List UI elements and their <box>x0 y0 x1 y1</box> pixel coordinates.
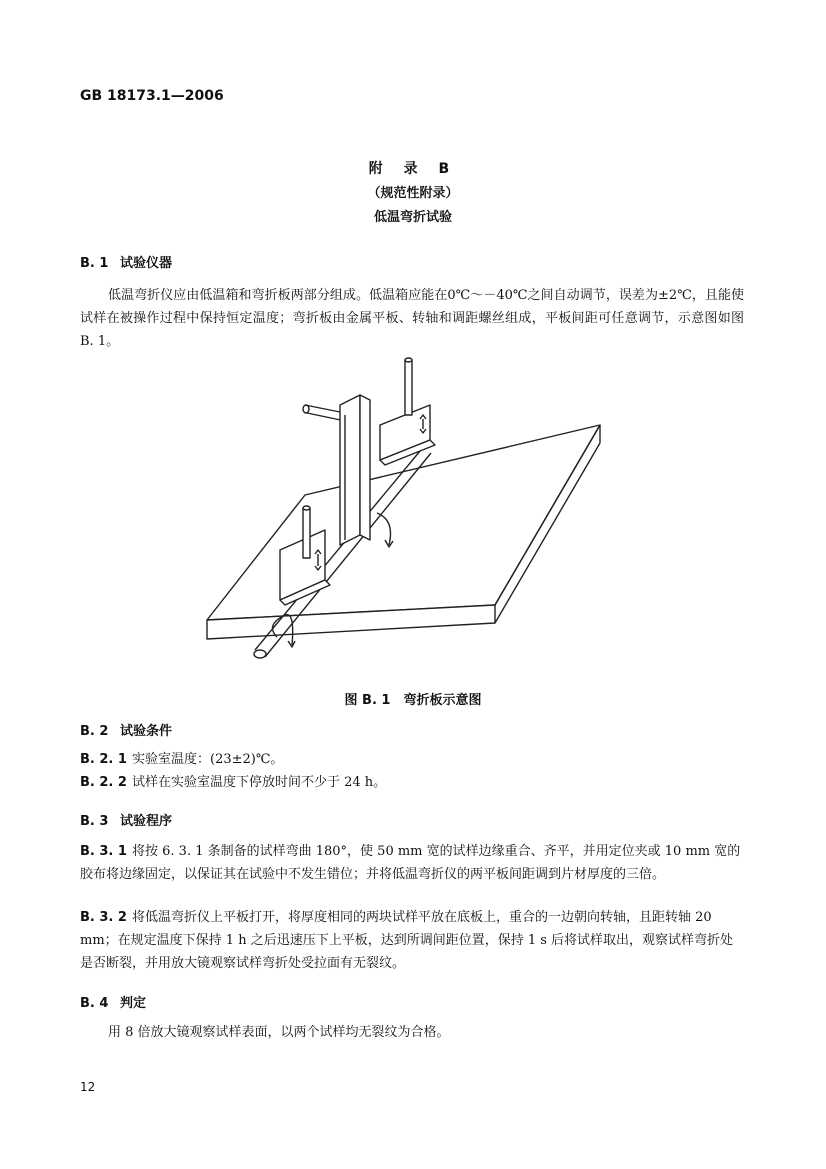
right-bracket <box>380 358 435 465</box>
clause-number: B. 2. 1 <box>80 752 127 767</box>
section-number: B. 2 <box>80 724 109 739</box>
clause-b3-2 <box>80 906 744 975</box>
figure-caption: 图 B. 1 弯折板示意图 <box>344 693 482 708</box>
section-heading-b4 <box>80 992 146 1011</box>
clause-text: 将低温弯折仪上平板打开，将厚度相同的两块试样平放在底板上，重合的一边朝向转轴，且距转轴 20 mm；在规定温度下保持 1 h 之后迅速压下上平板，达到所调间距位置，保持 1 s 后将试样取出，观察试样弯折处是否断裂，并用放大镜观察试样弯折处受拉面有无裂纹。 <box>80 910 734 971</box>
bending-plate-diagram <box>195 345 615 675</box>
section-heading-b2 <box>80 720 172 739</box>
clause-b2-1 <box>80 748 744 771</box>
section-number: B. 4 <box>80 996 109 1011</box>
clause-text: 将按 6. 3. 1 条制备的试样弯曲 180°，使 50 mm 宽的试样边缘重合、齐平，并用定位夹或 10 mm 宽的胶布将边缘固定，以保证其在试验中不发生错位；并将低温弯折仪的两平板间距调到片材厚度的三倍。 <box>80 844 741 882</box>
annex-title: 低温弯折试验 <box>373 210 452 225</box>
clause-b3-1 <box>80 840 744 886</box>
vertical-plate <box>340 395 370 545</box>
annex-type: （规范性附录） <box>367 186 459 201</box>
clause-number: B. 2. 2 <box>80 775 127 790</box>
section-title: 试验条件 <box>120 724 173 739</box>
section-heading-b1 <box>80 252 172 271</box>
section-title: 试验程序 <box>120 814 173 829</box>
section-b4-text: 用 8 倍放大镜观察试样表面，以两个试样均无裂纹为合格。 <box>108 1025 450 1040</box>
clause-text: 实验室温度：(23±2)℃。 <box>132 752 284 767</box>
clause-text: 试样在实验室温度下停放时间不少于 24 h。 <box>132 775 387 790</box>
standard-code: GB 18173.1—2006 <box>80 88 224 104</box>
clause-b2-2 <box>80 771 744 794</box>
section-b1-text: 低温弯折仪应由低温箱和弯折板两部分组成。低温箱应能在0℃～－40℃之间自动调节，误差为±2℃，且能使试样在被操作过程中保持恒定温度；弯折板由金属平板、转轴和调距螺丝组成，平板间距可任意调节，示意图如图 B. 1。 <box>80 288 744 349</box>
clause-number: B. 3. 1 <box>80 844 127 859</box>
section-title: 判定 <box>120 996 147 1011</box>
clause-number: B. 3. 2 <box>80 910 127 925</box>
section-title: 试验仪器 <box>120 256 173 271</box>
page-number: 12 <box>80 1080 96 1094</box>
annex-label: 附 录 B <box>368 161 458 177</box>
section-number: B. 1 <box>80 256 109 271</box>
section-heading-b3 <box>80 810 172 829</box>
section-number: B. 3 <box>80 814 109 829</box>
